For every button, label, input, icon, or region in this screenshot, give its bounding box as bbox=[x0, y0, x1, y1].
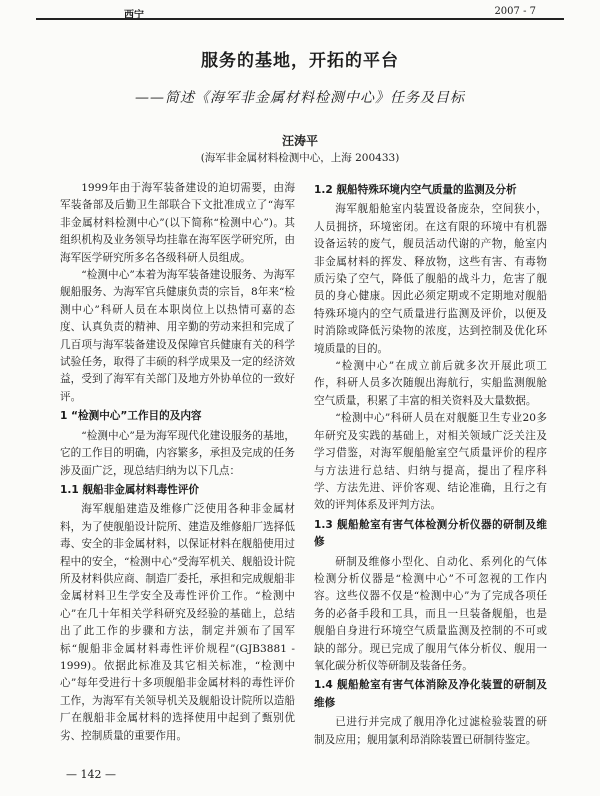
subsection-heading: 1.1 舰船非金属材料毒性评价 bbox=[60, 483, 199, 496]
paragraph: 海军舰船舱室内装置设备庞杂，空间狭小，人员拥挤，环境密闭。在这有限的环境中有机器设备运转的废气，舰员活动代谢的产物，舱室内非金属材料的挥发、释放物，这些有害、有毒物质污染了空气，降低了舰船的战斗力，危害了舰员的身心健康。因此必须定期或不定期地对舰船特殊环境内的空气质量进行监测及评价，以便及时消除或降低污染物的浓度，达到控制及优化环境质量的目的。 bbox=[314, 203, 547, 355]
paragraph: 已进行并完成了舰用净化过滤检验装置的研制及应用；舰用氯利昂消除装置已研制待鉴定。 bbox=[314, 716, 547, 746]
paragraph: “检测中心”是为海军现代化建设服务的基地，它的工作目的明确，内容繁多，承担及完成的任务涉及面广泛，现总结归纳为以下几点： bbox=[60, 429, 295, 477]
subsection-heading: 1.4 舰船舱室有害气体消除及净化装置的研制及维修 bbox=[314, 679, 547, 709]
right-column bbox=[314, 180, 547, 749]
subsection-heading: 1.3 舰船舱室有害气体检测分析仪器的研制及维修 bbox=[314, 518, 547, 549]
author-affiliation: (海军非金属材料检测中心，上海 200433) bbox=[200, 152, 400, 164]
header-rule bbox=[36, 18, 564, 20]
page-number: — 142 — bbox=[66, 768, 116, 781]
header-section: 西宁 bbox=[124, 10, 144, 21]
article-title: 服务的基地，开拓的平台 bbox=[201, 51, 399, 71]
paragraph: 1999年由于海军装备建设的迫切需要，由海军装备部及后勤卫生部联合下文批准成立了“海军非金属材料检测中心”(以下简称“检测中心”)。其组织机构及业务领导均挂靠在海军医学研究所，由海军医学研究所多名各级科研人员组成。 bbox=[60, 182, 295, 264]
paragraph: 研制及维修小型化、自动化、系列化的气体检测分析仪器是“检测中心”不可忽视的工作内容。这些仪器不仅是“检测中心”为了完成各项任务的必备手段和工具，而且一旦装备舰船，也是舰船自身进行环境空气质量监测及控制的不可或缺的部分。现已完成了舰用气体分析仪、舰用一氧化碳分析仪等研制及装备任务。 bbox=[314, 555, 547, 672]
left-column bbox=[60, 180, 295, 745]
paragraph: “检测中心”科研人员在对舰艇卫生专业20多年研究及实践的基础上，对相关领域广泛关注及学习借鉴，对海军舰船舱室空气质量评价的程序与方法进行总结、归纳与提高，提出了程序科学、方法先进、评价客观、结论准确，且行之有效的评判体系及评判方法。 bbox=[314, 412, 547, 512]
paragraph: “检测中心”本着为海军装备建设服务、为海军舰船服务、为海军官兵健康负责的宗旨，8年来“检测中心”科研人员在本职岗位上以热情可嘉的态度、认真负责的精神、用辛勤的劳动来担和完成了几百项与海军装备建设及保障官兵健康有关的科学试验任务，取得了丰硕的科学成果及一定的经济效益，受到了海军有关部门及地方外协单位的一致好评。 bbox=[60, 269, 295, 403]
paragraph: “检测中心”在成立前后就多次开展此项工作，科研人员多次随舰出海航行，实船监测舰舱空气质量，积累了丰富的相关资料及大量数据。 bbox=[314, 360, 547, 407]
paragraph: 海军舰船建造及维修广泛使用各种非金属材料，为了使舰船设计院所、建造及维修船厂选择低毒、安全的非金属材料，以保证材料在舰船使用过程中的安全，“检测中心”受海军机关、舰船设计院所及材料供应商、制造厂委托，承担和完成舰船非金属材料卫生学安全及毒性评价工作。“检测中心”在几十年相关学科研究及经验的基础上，总结出了此工作的步骤和方法，制定并颁布了国军标“舰船非金属材料毒性评价规程”(GJB3881 - 1999)。依据此标准及其它相关标准，“检测中心”每年受进行十多项舰船非金属材料的毒性评价工作，为海军有关领导机关及舰船设计院所以造船厂在舰船非金属材料的选择使用中起到了甄别优劣、控制质量的重要作用。 bbox=[60, 503, 295, 742]
article-subtitle: ——简述《海军非金属材料检测中心》任务及目标 bbox=[135, 90, 465, 106]
author-name: 汪涛平 bbox=[281, 134, 318, 148]
header-issue: 2007 - 7 bbox=[494, 6, 536, 17]
section-heading: 1 “检测中心”工作目的及内容 bbox=[60, 410, 202, 423]
subsection-heading: 1.2 舰船特殊环境内空气质量的监测及分析 bbox=[314, 184, 517, 196]
